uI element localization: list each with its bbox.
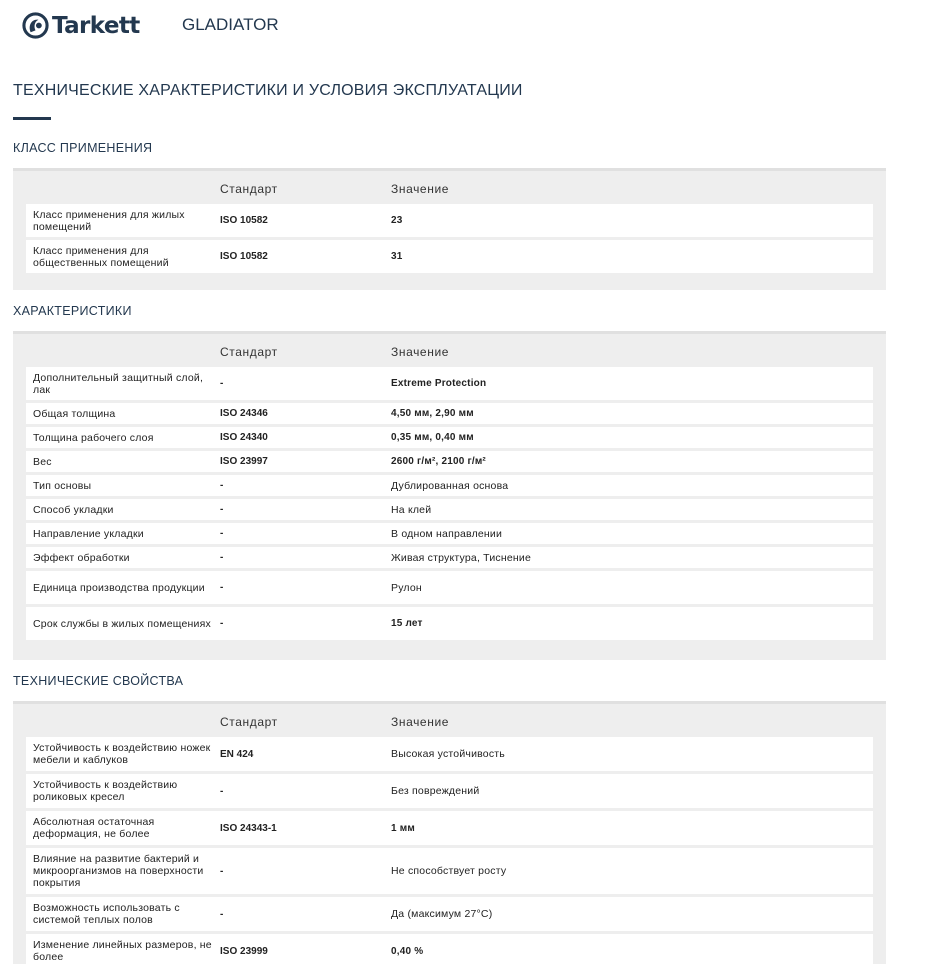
- table-row: [26, 204, 873, 237]
- row-value: 15 лет: [391, 618, 423, 629]
- row-name: Направление укладки: [33, 527, 144, 540]
- row-standard: -: [220, 378, 224, 389]
- row-value: 23: [391, 215, 403, 226]
- section-heading-technical-properties: ТЕХНИЧЕСКИЕ СВОЙСТВА: [13, 674, 184, 688]
- row-standard: ISO 24346: [220, 408, 268, 419]
- product-name: GLADIATOR: [182, 15, 279, 34]
- logo-text: Tarkett: [52, 12, 140, 39]
- column-header-value: Значение: [391, 345, 450, 359]
- row-value: Высокая устойчивость: [391, 748, 505, 760]
- table-row: [26, 934, 873, 968]
- table-technical-properties: [13, 701, 886, 964]
- row-value: Да (максимум 27°C): [391, 908, 493, 920]
- row-value: Рулон: [391, 581, 422, 594]
- row-standard: -: [220, 480, 224, 491]
- title-underline: [13, 117, 51, 120]
- row-standard: -: [220, 618, 224, 629]
- row-standard: ISO 24343-1: [220, 822, 277, 834]
- row-standard: ISO 24340: [220, 432, 268, 443]
- row-standard: ISO 10582: [220, 215, 268, 226]
- row-name: Вес: [33, 455, 52, 468]
- table-application-class: [13, 168, 886, 290]
- row-standard: -: [220, 552, 224, 563]
- row-name: Влияние на развитие бактерий и микроорганизмов на поверхности покрытия: [33, 853, 204, 889]
- row-name: Класс применения для общественных помещений: [33, 244, 169, 269]
- table-row: [26, 571, 873, 604]
- row-value: 0,35 мм, 0,40 мм: [391, 432, 474, 443]
- row-name: Общая толщина: [33, 407, 116, 420]
- table-row: [26, 240, 873, 273]
- column-header-value: Значение: [391, 182, 450, 196]
- row-standard: EN 424: [220, 748, 254, 760]
- row-standard: ISO 10582: [220, 251, 268, 262]
- column-header-standard: Стандарт: [220, 182, 278, 196]
- row-standard: -: [220, 504, 224, 515]
- column-header-standard: Стандарт: [220, 345, 278, 359]
- row-value: 0,40 %: [391, 945, 424, 957]
- table-row: [26, 451, 873, 472]
- page-title: ТЕХНИЧЕСКИЕ ХАРАКТЕРИСТИКИ И УСЛОВИЯ ЭКСПЛУАТАЦИИ: [13, 82, 523, 99]
- row-name: Возможность использовать с системой теплых полов: [33, 902, 180, 926]
- section-heading-application-class: КЛАСС ПРИМЕНЕНИЯ: [13, 141, 153, 155]
- tarkett-logo[interactable]: [22, 12, 140, 39]
- table-header: [26, 171, 873, 204]
- row-standard: -: [220, 582, 224, 593]
- table-header: [26, 704, 873, 737]
- row-name: Эффект обработки: [33, 551, 130, 564]
- table-row: [26, 367, 873, 400]
- tarkett-logo-icon: [22, 12, 49, 39]
- table-row: [26, 523, 873, 544]
- row-value: Extreme Protection: [391, 378, 487, 389]
- row-value: Дублированная основа: [391, 479, 509, 492]
- row-name: Толщина рабочего слоя: [33, 431, 154, 444]
- row-value: 4,50 мм, 2,90 мм: [391, 408, 474, 419]
- table-row: [26, 499, 873, 520]
- table-characteristics: [13, 331, 886, 660]
- row-value: Без повреждений: [391, 785, 480, 797]
- column-header-standard: Стандарт: [220, 715, 278, 729]
- row-name: Устойчивость к воздействию роликовых кресел: [33, 779, 178, 803]
- column-header-value: Значение: [391, 715, 450, 729]
- row-name: Абсолютная остаточная деформация, не более: [33, 816, 155, 840]
- table-row: [26, 403, 873, 424]
- row-value: 2600 г/м², 2100 г/м²: [391, 456, 486, 467]
- table-row: [26, 897, 873, 931]
- row-standard: -: [220, 528, 224, 539]
- table-row: [26, 848, 873, 894]
- row-name: Изменение линейных размеров, не более: [33, 939, 212, 963]
- table-header: [26, 334, 873, 367]
- table-row: [26, 737, 873, 771]
- row-name: Способ укладки: [33, 503, 114, 516]
- table-row: [26, 607, 873, 640]
- row-standard: ISO 23997: [220, 456, 268, 467]
- row-name: Класс применения для жилых помещений: [33, 208, 185, 233]
- row-name: Единица производства продукции: [33, 581, 205, 594]
- row-name: Срок службы в жилых помещениях: [33, 617, 211, 630]
- table-row: [26, 475, 873, 496]
- row-value: Не способствует росту: [391, 865, 507, 877]
- row-name: Тип основы: [33, 479, 92, 492]
- row-standard: ISO 23999: [220, 945, 268, 957]
- row-value: 31: [391, 251, 403, 262]
- row-standard: -: [220, 865, 224, 877]
- row-name: Дополнительный защитный слой, лак: [33, 371, 204, 396]
- table-row: [26, 774, 873, 808]
- row-value: В одном направлении: [391, 527, 503, 540]
- header: [22, 12, 522, 44]
- row-standard: -: [220, 785, 224, 797]
- section-heading-characteristics: ХАРАКТЕРИСТИКИ: [13, 304, 132, 318]
- row-name: Устойчивость к воздействию ножек мебели и каблуков: [33, 742, 211, 766]
- row-standard: -: [220, 908, 224, 920]
- table-row: [26, 811, 873, 845]
- row-value: Живая структура, Тиснение: [391, 551, 531, 564]
- row-value: На клей: [391, 503, 432, 516]
- row-value: 1 мм: [391, 822, 415, 834]
- table-row: [26, 427, 873, 448]
- table-row: [26, 547, 873, 568]
